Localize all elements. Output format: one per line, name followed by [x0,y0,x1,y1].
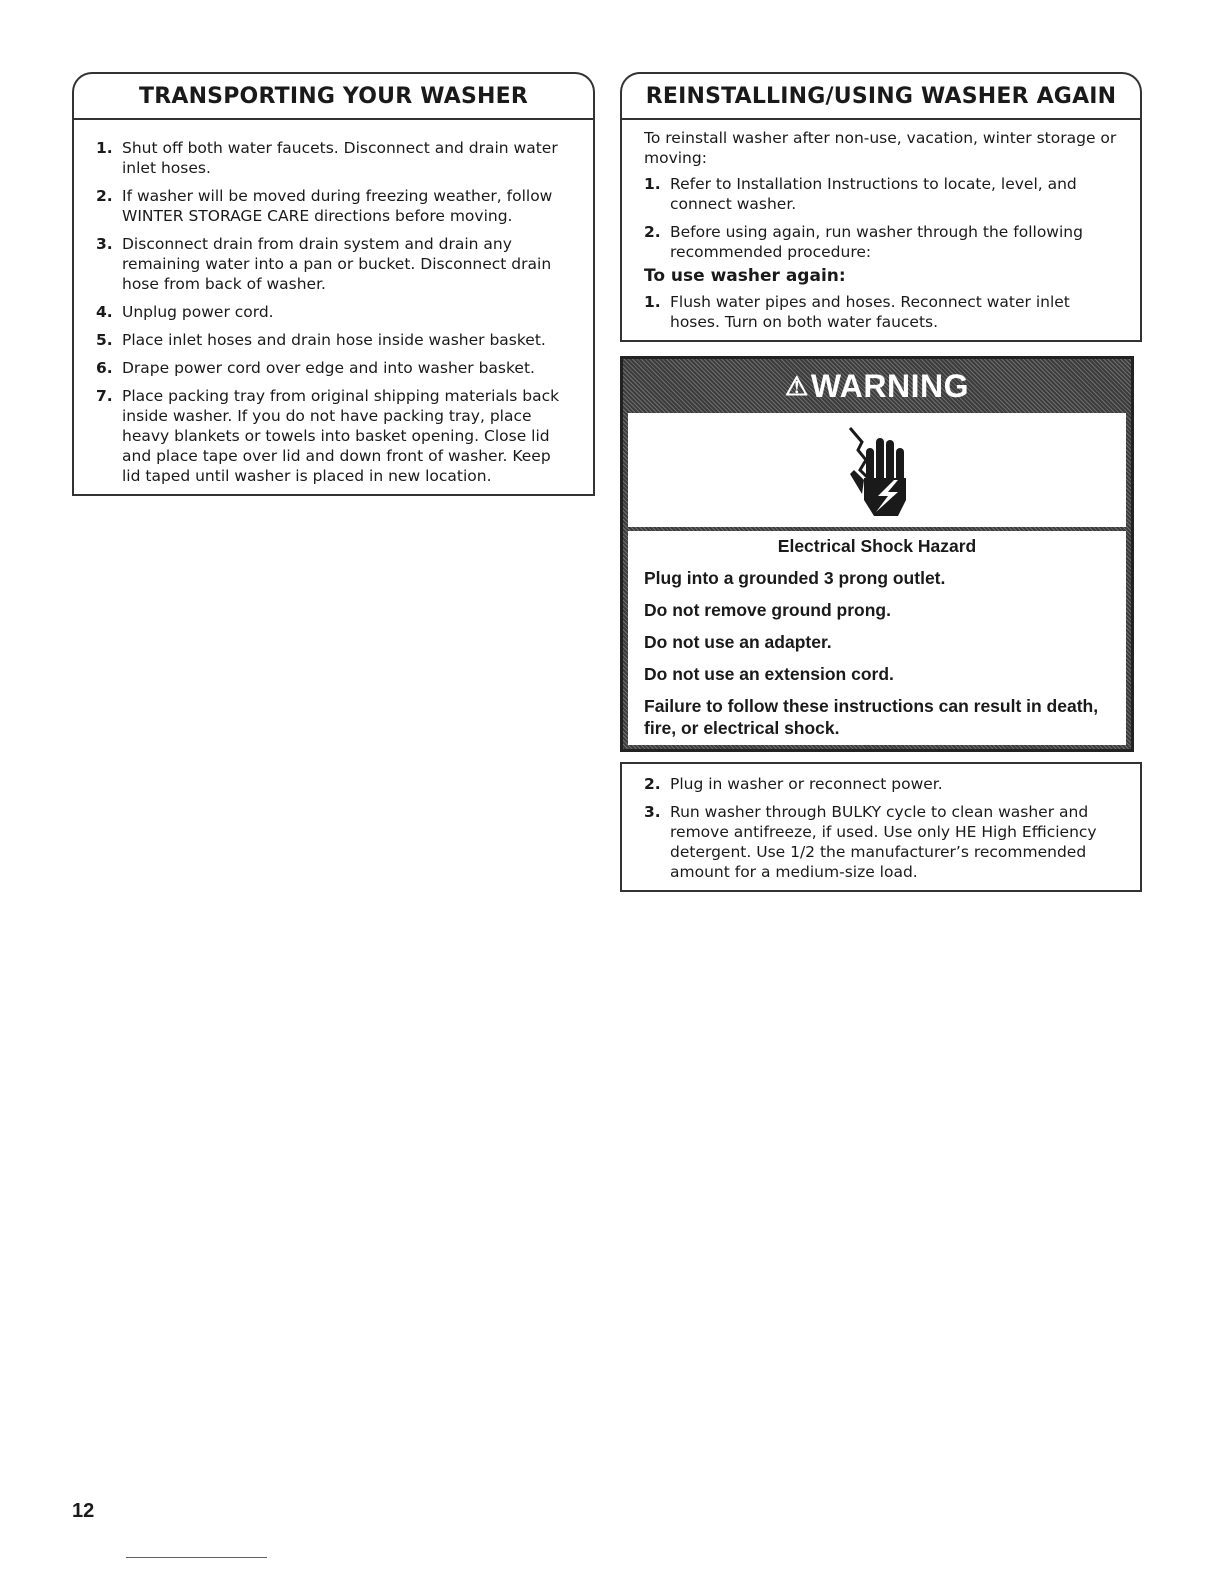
continued-steps [644,774,1118,882]
warning-hazard: Electrical Shock Hazard [777,536,977,556]
step-number: 5. [96,331,113,349]
warning-line: Failure to follow these instructions can result in death, fire, or electrical shock. [644,696,1099,738]
list-item [96,186,571,226]
step-number: 1. [644,175,661,193]
continued-body [620,762,1142,892]
reinstall-intro: To reinstall washer after non-use, vacation, winter storage or moving: [644,129,1117,167]
step-text: Refer to Installation Instructions to locate, level, and connect washer. [670,175,1077,213]
step-number: 7. [96,387,113,405]
reinstall-section [620,72,1142,342]
electrical-shock-hand-icon [832,420,922,520]
warning-text [628,531,1126,745]
step-text: Flush water pipes and hoses. Reconnect water inlet hoses. Turn on both water faucets. [670,293,1070,331]
list-item [96,386,571,486]
list-item [644,292,1118,332]
footer-rule [126,1557,267,1558]
list-item [644,774,1118,794]
step-text: Before using again, run washer through the following recommended procedure: [670,223,1083,261]
step-text: Shut off both water faucets. Disconnect and drain water inlet hoses. [122,139,558,177]
list-item [644,802,1118,882]
step-text: Place inlet hoses and drain hose inside washer basket. [122,331,546,349]
use-again-heading: To use washer again: [644,266,846,286]
list-item [96,234,571,294]
step-text: Disconnect drain from drain system and drain any remaining water into a pan or bucket. Disconnect drain hose from back of washer. [122,235,552,293]
warning-title [623,359,1131,413]
list-item [96,330,571,350]
page-number: 12 [72,1500,95,1522]
warning-line: Plug into a grounded 3 prong outlet. [644,568,946,588]
warning-triangle-icon: ⚠ [785,370,809,401]
list-item [96,302,571,322]
reinstall-title: REINSTALLING/USING WASHER AGAIN [620,72,1142,118]
warning-box [620,356,1134,752]
step-number: 3. [644,803,661,821]
step-number: 6. [96,359,113,377]
step-number: 1. [96,139,113,157]
step-text: Place packing tray from original shipping materials back inside washer. If you do not have packing tray, place heavy blankets or towels into basket opening. Close lid and place tape over lid and down front of washer. Keep lid taped until washer is placed in new location. [122,387,560,485]
reinstall-body [620,118,1142,342]
transport-steps [96,138,571,486]
warning-icon-area [628,413,1126,527]
list-item [96,358,571,378]
step-text: Run washer through BULKY cycle to clean washer and remove antifreeze, if used. Use only HE High Efficiency detergent. Use 1/2 the manufacturer’s recommended amount for a medium-size load. [670,803,1097,881]
step-number: 3. [96,235,113,253]
step-number: 1. [644,293,661,311]
list-item [644,222,1118,262]
transport-body [72,118,595,496]
continued-section [620,762,1142,892]
step-number: 2. [96,187,113,205]
use-again-steps [644,292,1118,332]
step-text: Unplug power cord. [122,303,274,321]
step-text: Drape power cord over edge and into washer basket. [122,359,535,377]
list-item [644,174,1118,214]
step-text: Plug in washer or reconnect power. [670,775,943,793]
step-number: 4. [96,303,113,321]
warning-line: Do not remove ground prong. [644,600,891,620]
transport-section [72,72,595,496]
transport-title: TRANSPORTING YOUR WASHER [72,72,595,118]
step-text: If washer will be moved during freezing weather, follow WINTER STORAGE CARE directions before moving. [122,187,553,225]
warning-title-text: WARNING [810,367,969,404]
warning-line: Do not use an extension cord. [644,664,894,684]
list-item [96,138,571,178]
step-number: 2. [644,775,661,793]
warning-line: Do not use an adapter. [644,632,832,652]
reinstall-steps [644,174,1118,262]
step-number: 2. [644,223,661,241]
